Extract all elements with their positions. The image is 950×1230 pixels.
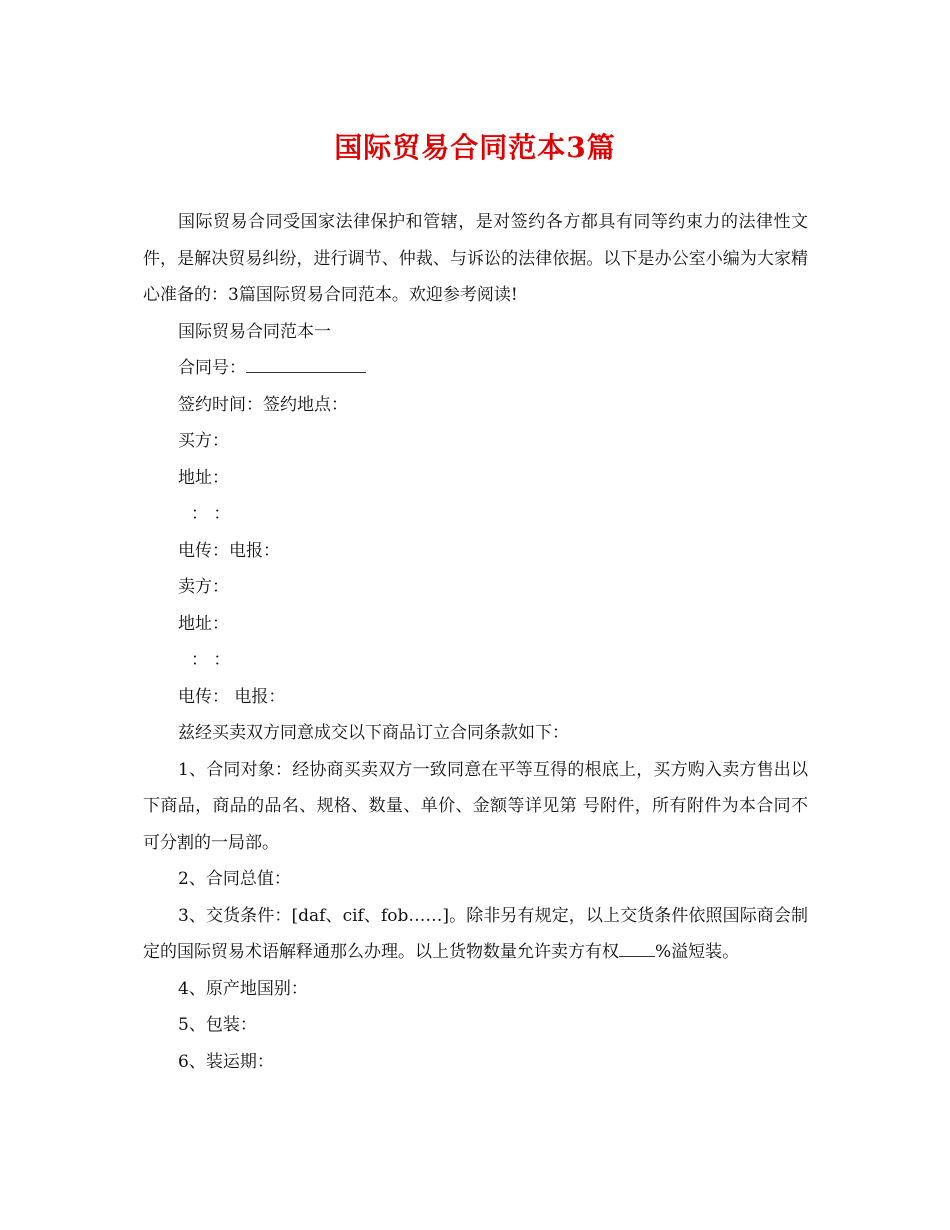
contract-number-line	[143, 350, 808, 387]
seller-address-line: 地址：	[178, 613, 229, 634]
document-body	[143, 204, 808, 1080]
contract-number-blank	[246, 371, 366, 373]
agreement-intro: 兹经买卖双方同意成交以下商品订立合同条款如下：	[178, 723, 569, 743]
sign-time-place-line: 签约时间：签约地点：	[178, 394, 348, 415]
document-title: 国际贸易合同范本3篇	[334, 131, 616, 164]
contract-number-label: 合同号：	[178, 358, 246, 378]
intro-paragraph: 国际贸易合同受国家法律保护和管辖，是对签约各方都具有同等约束力的法律性文件，是解决贸易纠纷，进行调节、仲裁、与诉讼的法律依据。以下是办公室小编为大家精心准备的：3篇国际贸易合同范本。欢迎参考阅读!	[143, 212, 808, 305]
seller-line: 卖方：	[178, 577, 229, 597]
section-heading: 国际贸易合同范本一	[178, 321, 331, 342]
buyer-address-line: 地址：	[178, 467, 229, 488]
clause-3-text: 3、交货条件：[daf、cif、fob……]。除非另有规定，以上交货条件依照国际商会制定的国际贸易术语解释通那么办理。以上货物数量允许卖方有权	[143, 905, 808, 962]
buyer-colons-line: ： ：	[191, 504, 231, 524]
clause-1: 1、合同对象：经协商买卖双方一致同意在平等互得的根底上，买方购入卖方售出以下商品，商品的品名、规格、数量、单价、金额等详见第 号附件，所有附件为本合同不可分割的一局部。	[143, 759, 808, 853]
seller-fax-line: 电传： 电报：	[178, 686, 286, 707]
clause-3-suffix: %溢短装。	[655, 942, 740, 962]
clause-6: 6、装运期：	[178, 1051, 274, 1072]
clause-4: 4、原产地国别：	[178, 978, 308, 999]
seller-colons-line: ： ：	[191, 650, 231, 670]
clause-2: 2、合同总值：	[178, 869, 291, 889]
clause-5: 5、包装：	[178, 1015, 257, 1035]
clause-3	[143, 898, 808, 971]
buyer-fax-line: 电传：电报：	[178, 540, 280, 561]
clause-3-blank	[619, 955, 655, 957]
buyer-line: 买方：	[178, 431, 229, 451]
